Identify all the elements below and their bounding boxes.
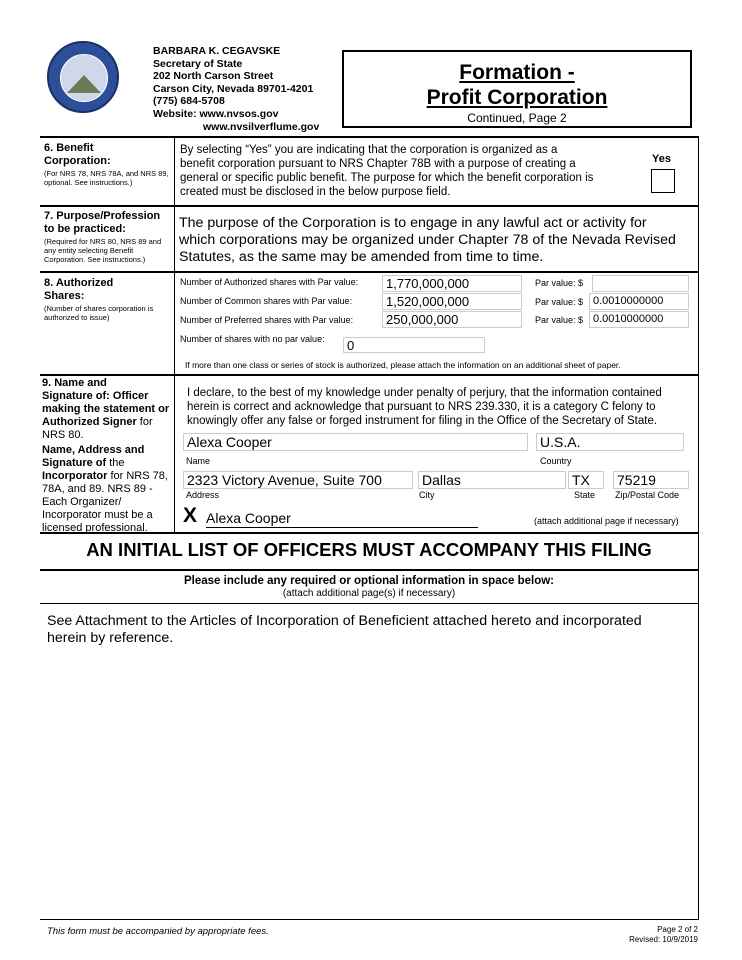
name-caption: Name — [186, 456, 211, 466]
section6-label-line2: Corporation: — [44, 155, 111, 167]
nevada-state-seal — [47, 41, 119, 113]
benefit-yes-checkbox[interactable] — [651, 169, 675, 193]
section9-label-line8b: for NRS 78, — [107, 470, 168, 482]
common-shares-label: Number of Common shares with Par value: — [180, 296, 353, 306]
incorporator-name-input[interactable]: Alexa Cooper — [183, 433, 528, 451]
section9-label-line4b: for — [136, 416, 153, 428]
office-website: Website: www.nvsos.gov — [153, 107, 279, 120]
preferred-shares-label: Number of Preferred shares with Par value: — [180, 315, 354, 325]
common-par-input[interactable]: 0.0010000000 — [589, 293, 689, 310]
authorized-shares-input[interactable]: 1,770,000,000 — [382, 275, 522, 292]
country-caption: Country — [540, 456, 572, 466]
section9-label-line4a: Authorized Signer — [42, 416, 137, 428]
preferred-par-input[interactable]: 0.0010000000 — [589, 311, 689, 328]
city-caption: City — [419, 490, 435, 500]
section9-label-line2a: Signature of: — [42, 390, 110, 402]
office-address-1: 202 North Carson Street — [153, 70, 274, 83]
section9-label-line1: 9. Name and — [42, 377, 107, 389]
divider-footer — [40, 919, 698, 920]
form-title-box — [342, 50, 692, 128]
incorporator-address-input[interactable]: 2323 Victory Avenue, Suite 700 — [183, 471, 413, 489]
authorized-shares-label: Number of Authorized shares with Par value: — [180, 277, 359, 287]
section8-label — [44, 277, 174, 322]
shares-footnote: If more than one class or series of stock is authorized, please attach the information on an additional sheet of paper. — [185, 360, 621, 370]
label-column-divider — [174, 137, 175, 533]
officers-banner: AN INITIAL LIST OF OFFICERS MUST ACCOMPANY THIS FILING — [86, 539, 652, 560]
additional-info-line1: See Attachment to the Articles of Incorporation of Beneficient attached hereto and incorporated — [47, 613, 642, 629]
seal-mountain-icon — [67, 75, 101, 93]
purpose-line3: Statutes, as the same may be amended from time to time. — [179, 249, 544, 265]
section6-line4: created must be disclosed in the below purpose field. — [180, 186, 451, 198]
section9-label-line8a: Incorporator — [42, 470, 108, 482]
authorized-par-label: Par value: $ — [535, 278, 584, 288]
additional-info-content[interactable] — [47, 613, 692, 647]
incorporator-zip-input[interactable]: 75219 — [613, 471, 689, 489]
office-website-2: www.nvsilverflume.gov — [203, 120, 320, 133]
section9-label-line11: Incorporator must be a — [42, 509, 153, 521]
signature-line[interactable]: Alexa Cooper — [206, 510, 478, 528]
common-par-label: Par value: $ — [535, 297, 584, 307]
declaration-line2: herein is correct and acknowledge that pursuant to NRS 239.330, it is a category C felony to — [187, 401, 656, 413]
section9-label — [42, 377, 174, 535]
declaration-line1: I declare, to the best of my knowledge under penalty of perjury, that the information contained — [187, 387, 662, 399]
seal-inner — [60, 54, 108, 102]
signature-x-mark: X — [183, 504, 198, 527]
section9-label-line2b: Officer — [109, 390, 149, 402]
divider-8-9 — [40, 374, 698, 376]
footer-page-info — [600, 925, 698, 945]
section9-label-line3: making the statement or — [42, 403, 170, 415]
common-shares-input[interactable]: 1,520,000,000 — [382, 293, 522, 310]
section7-note: (Required for NRS 80, NRS 89 and any entity selecting Benefit Corporation. See instructions.) — [44, 237, 162, 264]
section6-line1: By selecting “Yes” you are indicating that the corporation is organized as a — [180, 144, 558, 156]
no-par-shares-label: Number of shares with no par value: — [180, 334, 325, 344]
authorized-par-input[interactable] — [592, 275, 689, 292]
footer-page-number: Page 2 of 2 — [657, 925, 698, 934]
divider-top — [40, 136, 698, 138]
section9-label-line7a: Signature of — [42, 457, 107, 469]
purpose-line1: The purpose of the Corporation is to engage in any lawful act or activity for — [179, 215, 647, 231]
section6-line3: general or specific public benefit. The purpose for which the benefit corporation is — [180, 172, 594, 184]
form-subtitle: Continued, Page 2 — [467, 111, 567, 125]
include-info-subheading: (attach additional page(s) if necessary) — [282, 588, 456, 599]
benefit-yes-label: Yes — [652, 153, 671, 165]
section8-label-line1: 8. Authorized — [44, 277, 114, 289]
preferred-shares-input[interactable]: 250,000,000 — [382, 311, 522, 328]
section9-label-line5: NRS 80. — [42, 429, 84, 441]
address-caption: Address — [186, 490, 220, 500]
section8-label-line2: Shares: — [44, 290, 85, 302]
attach-page-note: (attach additional page if necessary) — [534, 516, 679, 526]
zip-caption: Zip/Postal Code — [615, 490, 680, 500]
divider-7-8 — [40, 271, 698, 273]
purpose-text[interactable] — [179, 215, 697, 266]
form-title-line2: Profit Corporation — [426, 86, 608, 109]
section6-text — [180, 143, 640, 199]
divider-6-7 — [40, 205, 698, 207]
incorporator-country-input[interactable]: U.S.A. — [536, 433, 684, 451]
incorporator-city-input[interactable]: Dallas — [418, 471, 566, 489]
additional-info-line2: herein by reference. — [47, 630, 174, 646]
section9-label-line7b: the — [106, 457, 125, 469]
incorporator-state-input[interactable]: TX — [568, 471, 604, 489]
section9-label-line10: Each Organizer/ — [42, 496, 122, 508]
form-title-line1: Formation - — [459, 61, 575, 84]
secretary-role: Secretary of State — [153, 57, 243, 70]
footer-fees-note: This form must be accompanied by appropriate fees. — [47, 926, 269, 937]
section9-label-line6: Name, Address and — [42, 444, 145, 456]
section7-label-line1: 7. Purpose/Profession — [44, 210, 161, 222]
secretary-name: BARBARA K. CEGAVSKE — [153, 45, 281, 57]
office-phone: (775) 684-5708 — [153, 95, 225, 108]
section9-label-line12: licensed professional. — [42, 522, 148, 534]
state-caption: State — [574, 490, 596, 500]
section6-label — [44, 142, 174, 187]
section7-label — [44, 210, 174, 264]
section9-label-line9: 78A, and 89. NRS 89 - — [42, 483, 153, 495]
office-address-2: Carson City, Nevada 89701-4201 — [153, 82, 314, 95]
include-info-heading: Please include any required or optional information in space below: — [184, 575, 554, 587]
secretary-header — [153, 45, 319, 133]
preferred-par-label: Par value: $ — [535, 315, 584, 325]
declaration-line3: knowingly offer any false or forged instrument for filing in the Office of the Secretary of State. — [187, 415, 658, 427]
divider-include-content — [40, 603, 698, 604]
no-par-shares-input[interactable]: 0 — [343, 337, 485, 353]
section6-label-line1: 6. Benefit — [44, 142, 94, 154]
section6-note: (For NRS 78, NRS 78A, and NRS 89, optional. See instructions.) — [44, 169, 169, 187]
section6-line2: benefit corporation pursuant to NRS Chapter 78B with a purpose of creating a — [180, 158, 576, 170]
section7-label-line2: to be practiced: — [44, 223, 126, 235]
purpose-line2: which corporations may be organized under Chapter 78 of the Nevada Revised — [179, 232, 676, 248]
divider-banner-include — [40, 569, 698, 571]
footer-revised-date: Revised: 10/9/2019 — [629, 935, 698, 944]
section8-note: (Number of shares corporation is authorized to issue) — [44, 304, 154, 322]
declaration-text — [187, 386, 697, 428]
border-right — [698, 136, 699, 920]
